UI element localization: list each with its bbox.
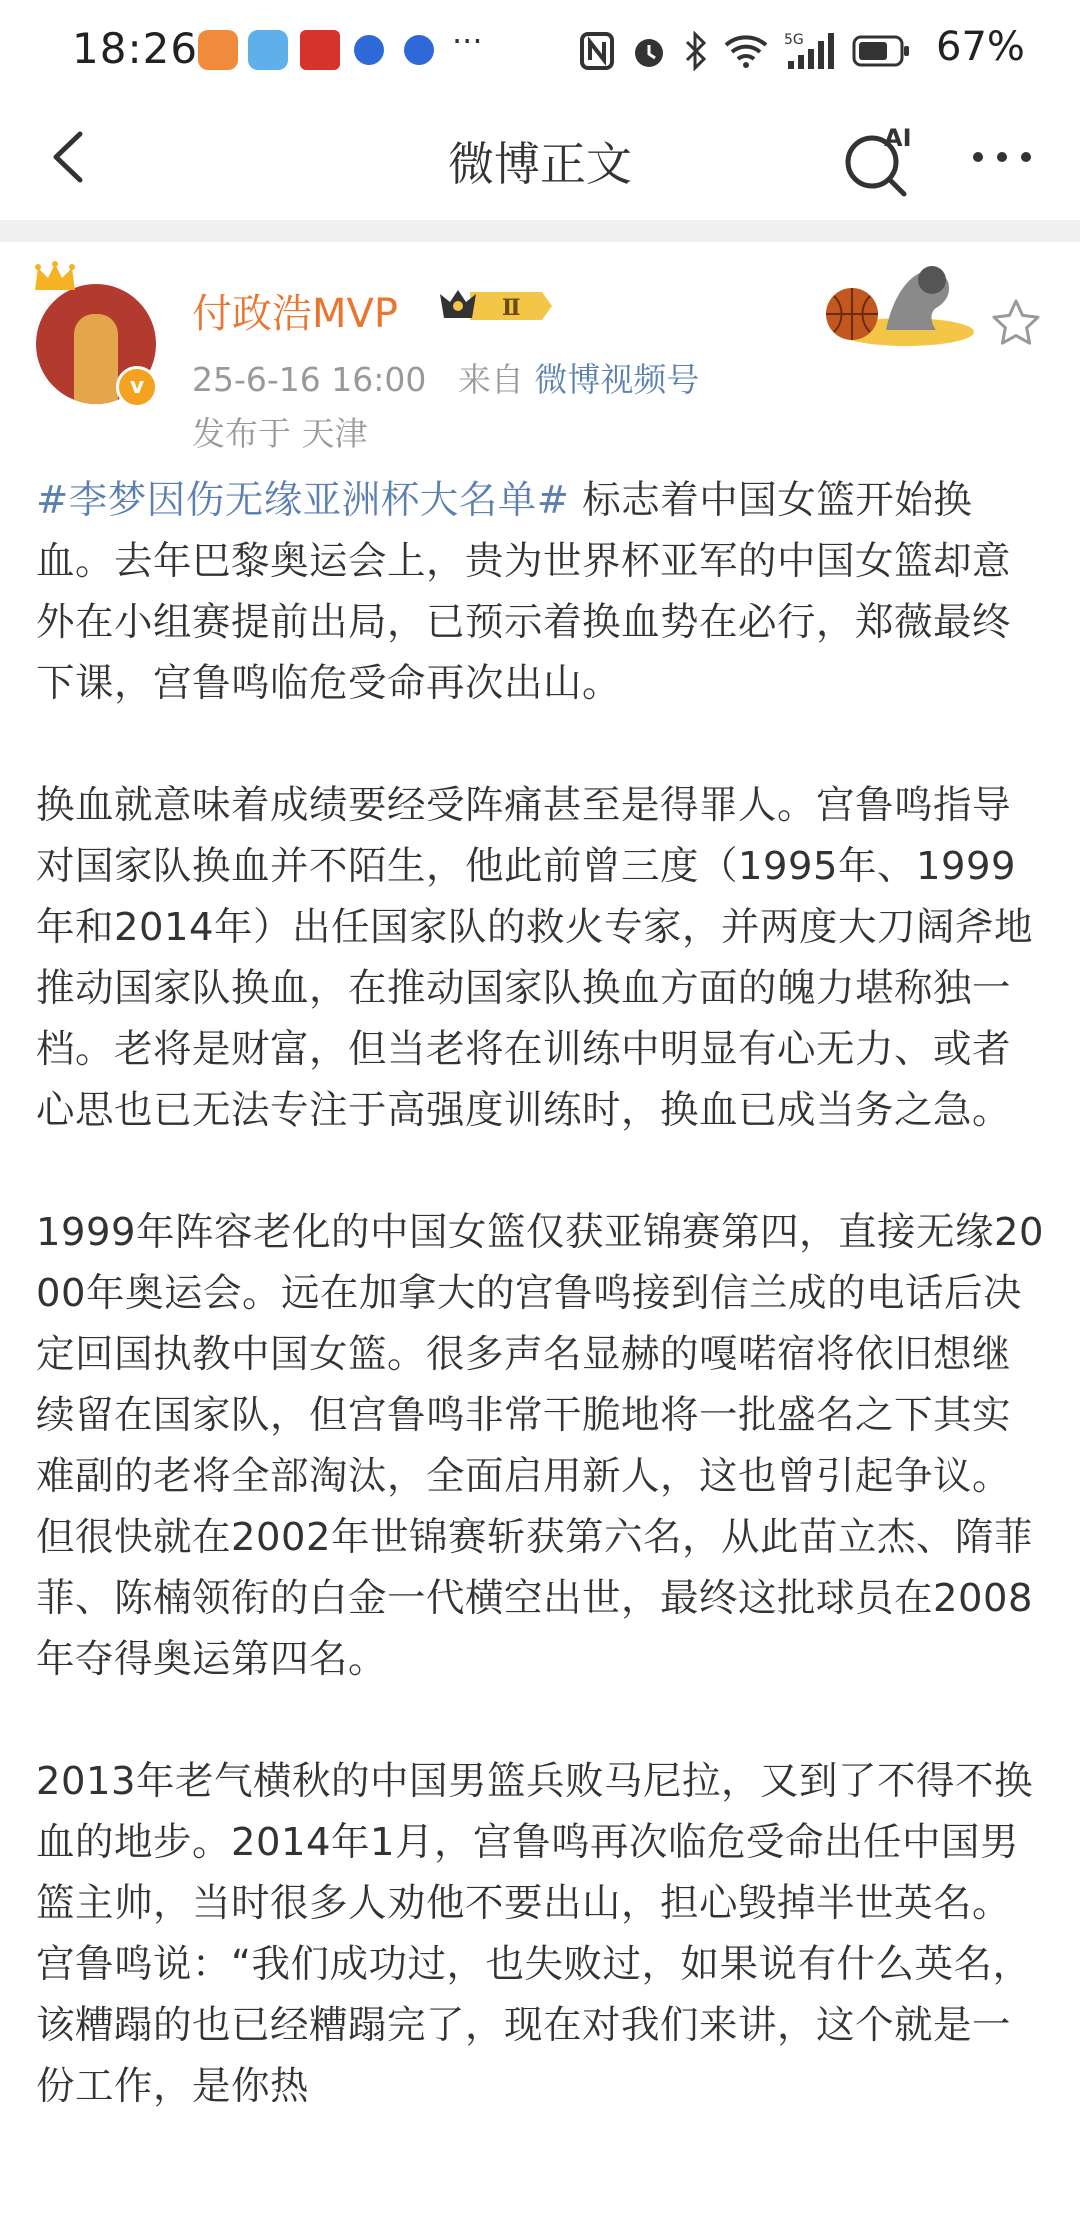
member-level: Ⅱ [502,295,521,321]
signal-icon [784,31,836,71]
verified-badge-icon: v [116,366,158,408]
battery-icon [852,35,910,67]
basketball-decoration-icon [816,250,976,360]
top-nav-bar [0,100,1080,220]
ai-search-icon[interactable] [840,120,920,200]
page-title: 微博正文 [448,137,632,191]
more-notifications-icon: ··· [452,22,483,60]
post-timestamp: 25-6-16 16:00 [192,360,427,399]
favorite-star-icon[interactable] [990,297,1042,349]
battery-percentage: 67% [936,24,1025,70]
browser-app-icon-2 [404,35,434,65]
member-level-badge-icon[interactable] [436,284,554,328]
notification-app-icon [198,30,238,70]
bluetooth-icon [684,31,708,71]
more-options-icon[interactable] [962,122,1042,192]
paragraph-text: 标志着中国女篮开始换血。去年巴黎奥运会上，贵为世界杯亚军的中国女篮却意外在小组赛提前出局，已预示着换血势在必行，郑薇最终下课，宫鲁鸣临危受命再次出山。 [36,478,1012,706]
post-meta [192,354,699,401]
post-paragraph [36,470,1046,714]
author-name[interactable]: 付政浩MVP [192,291,398,337]
svg-text:5G: 5G [784,32,804,48]
crown-icon [32,260,78,296]
status-time: 18:26 [72,24,199,73]
nfc-icon [580,32,614,70]
post-paragraph: 1999年阵容老化的中国女篮仅获亚锦赛第四，直接无缘2000年奥运会。远在加拿大的宫鲁鸣接到信兰成的电话后决定回国执教中国女篮。很多声名显赫的嘎喏宿将依旧想继续留在国家队，但宫鲁鸣非常干脆地将一批盛名之下其实难副的老将全部淘汰，全面启用新人，这也曾引起争议。但很快就在2002年世锦赛斩获第六名，从此苗立杰、隋菲菲、陈楠领衔的白金一代横空出世，最终这批球员在2008年夺得奥运第四名。 [36,1210,1044,1682]
post-paragraph: 2013年老气横秋的中国男篮兵败马尼拉，又到了不得不换血的地步。2014年1月，宫鲁鸣再次临危受命出任中国男篮主帅，当时很多人劝他不要出山，担心毁掉半世英名。宫鲁鸣说：“我们成功过，也失败过，如果说有什么英名，该糟蹋的也已经糟蹋完了，现在对我们来讲，这个就是一份工作，是你热 [36,1759,1033,2109]
browser-app-icon [354,35,384,65]
section-divider [0,220,1080,242]
weather-app-icon [248,30,288,70]
post-body [36,470,1046,2178]
post-location: 发布于 天津 [192,414,368,453]
status-bar [0,0,1080,100]
wifi-icon [724,33,768,69]
alarm-icon [630,32,668,70]
news-app-icon [300,30,340,70]
hashtag-link[interactable]: #李梦因伤无缘亚洲杯大名单# [36,478,570,523]
avatar-figure [74,314,118,404]
ai-label: AI [884,124,912,152]
post-source-link[interactable]: 微博视频号 [534,360,700,399]
post-author-header [0,242,1080,457]
post-paragraph: 换血就意味着成绩要经受阵痛甚至是得罪人。宫鲁鸣指导对国家队换血并不陌生，他此前曾三度（1995年、1999年和2014年）出任国家队的救火专家，并两度大刀阔斧地推动国家队换血，在推动国家队换血方面的魄力堪称独一档。老将是财富，但当老将在训练中明显有心无力、或者心思也已无法专注于高强度训练时，换血已成当务之急。 [36,783,1033,1133]
source-prefix: 来自 [457,360,524,399]
system-icons [580,30,910,72]
